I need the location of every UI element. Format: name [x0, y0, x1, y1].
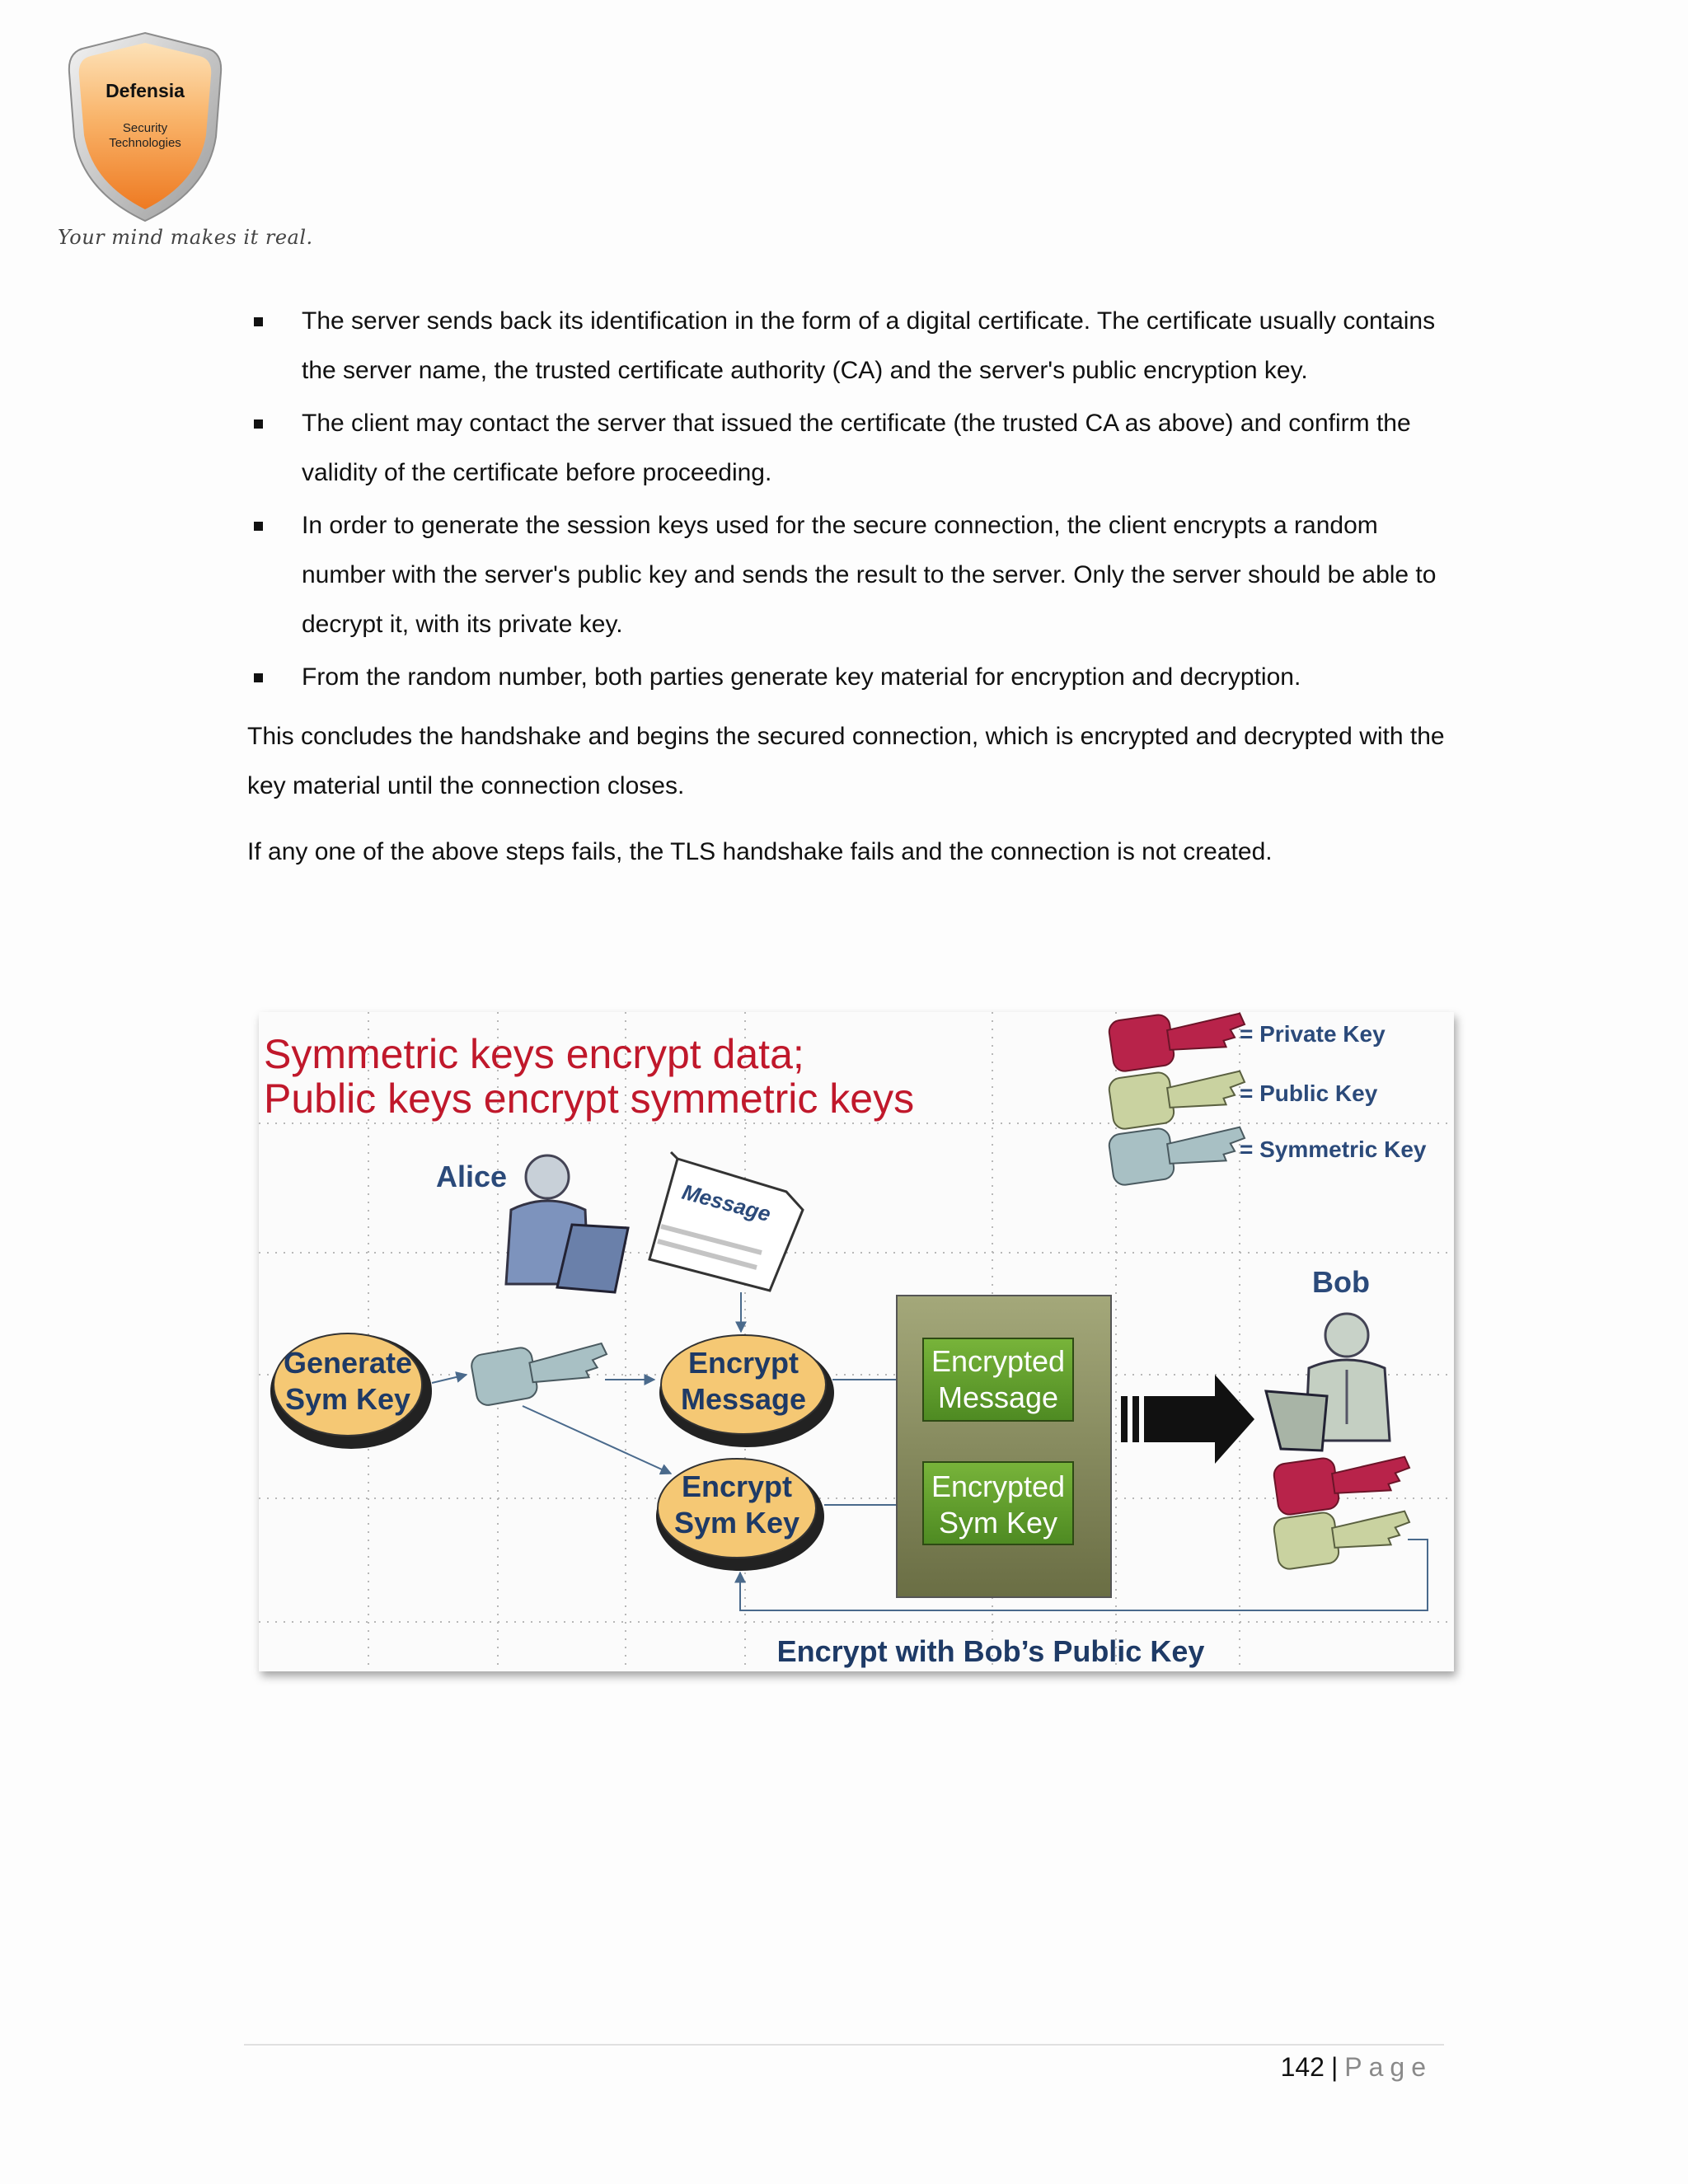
alice-label: Alice: [436, 1160, 508, 1193]
diagram-title-line-1: Symmetric keys encrypt data;: [264, 1031, 804, 1077]
encrypt-message-line-1: Encrypt: [687, 1346, 799, 1380]
generate-sym-key-node: [270, 1333, 432, 1449]
encrypted-message-line-2: Message: [937, 1380, 1059, 1414]
encrypted-symkey-line-1: Encrypted: [931, 1469, 1066, 1503]
footer-separator: |: [1330, 2052, 1339, 2082]
encrypt-message-line-2: Message: [680, 1382, 807, 1416]
logo-sub-1: Security: [122, 121, 168, 135]
brand-tagline: Your mind makes it real.: [58, 226, 313, 249]
encrypted-symkey-line-2: Sym Key: [938, 1506, 1058, 1540]
encrypted-message-line-1: Encrypted: [931, 1344, 1066, 1378]
bullet-item: From the random number, both parties generate key material for encryption and decryption.: [247, 653, 1451, 702]
encrypt-symkey-line-2: Sym Key: [673, 1506, 800, 1540]
arrow-key-to-encrypt-symkey: [523, 1406, 671, 1474]
encryption-diagram: [259, 1012, 1454, 1671]
legend-symmetric-key: = Symmetric Key: [1240, 1137, 1427, 1162]
bob-private-key-icon: [1273, 1446, 1414, 1516]
bullet-item: The server sends back its identification in the form of a digital certificate. The certificate usually contains the server name, the trusted certificate authority (CA) and the server's public encryption key.: [247, 297, 1451, 396]
transfer-arrow: [1121, 1375, 1254, 1464]
page-footer: [1281, 2047, 1432, 2087]
encrypted-package-panel: [897, 1296, 1111, 1597]
encrypt-sym-key-node: [656, 1459, 824, 1571]
logo-sub-2: Technologies: [109, 136, 181, 150]
alice-person-icon: [506, 1155, 628, 1292]
bullet-item: In order to generate the session keys used for the secure connection, the client encrypts a random number with the server's public key and sends the result to the server. Only the server should be able to decrypt it, with its private key.: [247, 501, 1451, 649]
legend-private-key: = Private Key: [1240, 1021, 1386, 1047]
paragraph: This concludes the handshake and begins the secured connection, which is encrypted and decrypted with the key material until the connection closes.: [247, 723, 1445, 799]
bob-label: Bob: [1312, 1265, 1370, 1299]
logo-name: Defensia: [106, 80, 185, 101]
bob-person-icon: [1266, 1314, 1390, 1451]
diagram-title-line-2: Public keys encrypt symmetric keys: [264, 1076, 915, 1122]
company-logo: [63, 30, 227, 224]
footer-divider: [244, 2044, 1444, 2046]
document-body: [247, 297, 1451, 877]
generate-line-1: Generate: [283, 1346, 413, 1380]
encrypt-message-node: [659, 1335, 834, 1447]
legend-public-key: = Public Key: [1240, 1080, 1378, 1106]
message-document-icon: [649, 1152, 803, 1291]
message-document-label: Message: [679, 1179, 774, 1227]
symmetric-key-icon: [470, 1333, 612, 1408]
bullet-list: [247, 297, 1451, 702]
private-key-legend-icon: [1108, 1012, 1249, 1072]
encrypt-with-bob-public-key-label: Encrypt with Bob’s Public Key: [776, 1634, 1205, 1668]
page-number: 142: [1280, 2052, 1325, 2082]
page-word: Page: [1344, 2052, 1432, 2082]
paragraph: If any one of the above steps fails, the TLS handshake fails and the connection is not created.: [247, 838, 1273, 865]
bullet-item: The client may contact the server that issued the certificate (the trusted CA as above) and confirm the validity of the certificate before proceeding.: [247, 399, 1451, 498]
generate-line-2: Sym Key: [284, 1382, 411, 1416]
arrow-generate-to-key: [432, 1375, 467, 1383]
encrypt-symkey-line-1: Encrypt: [681, 1469, 793, 1503]
